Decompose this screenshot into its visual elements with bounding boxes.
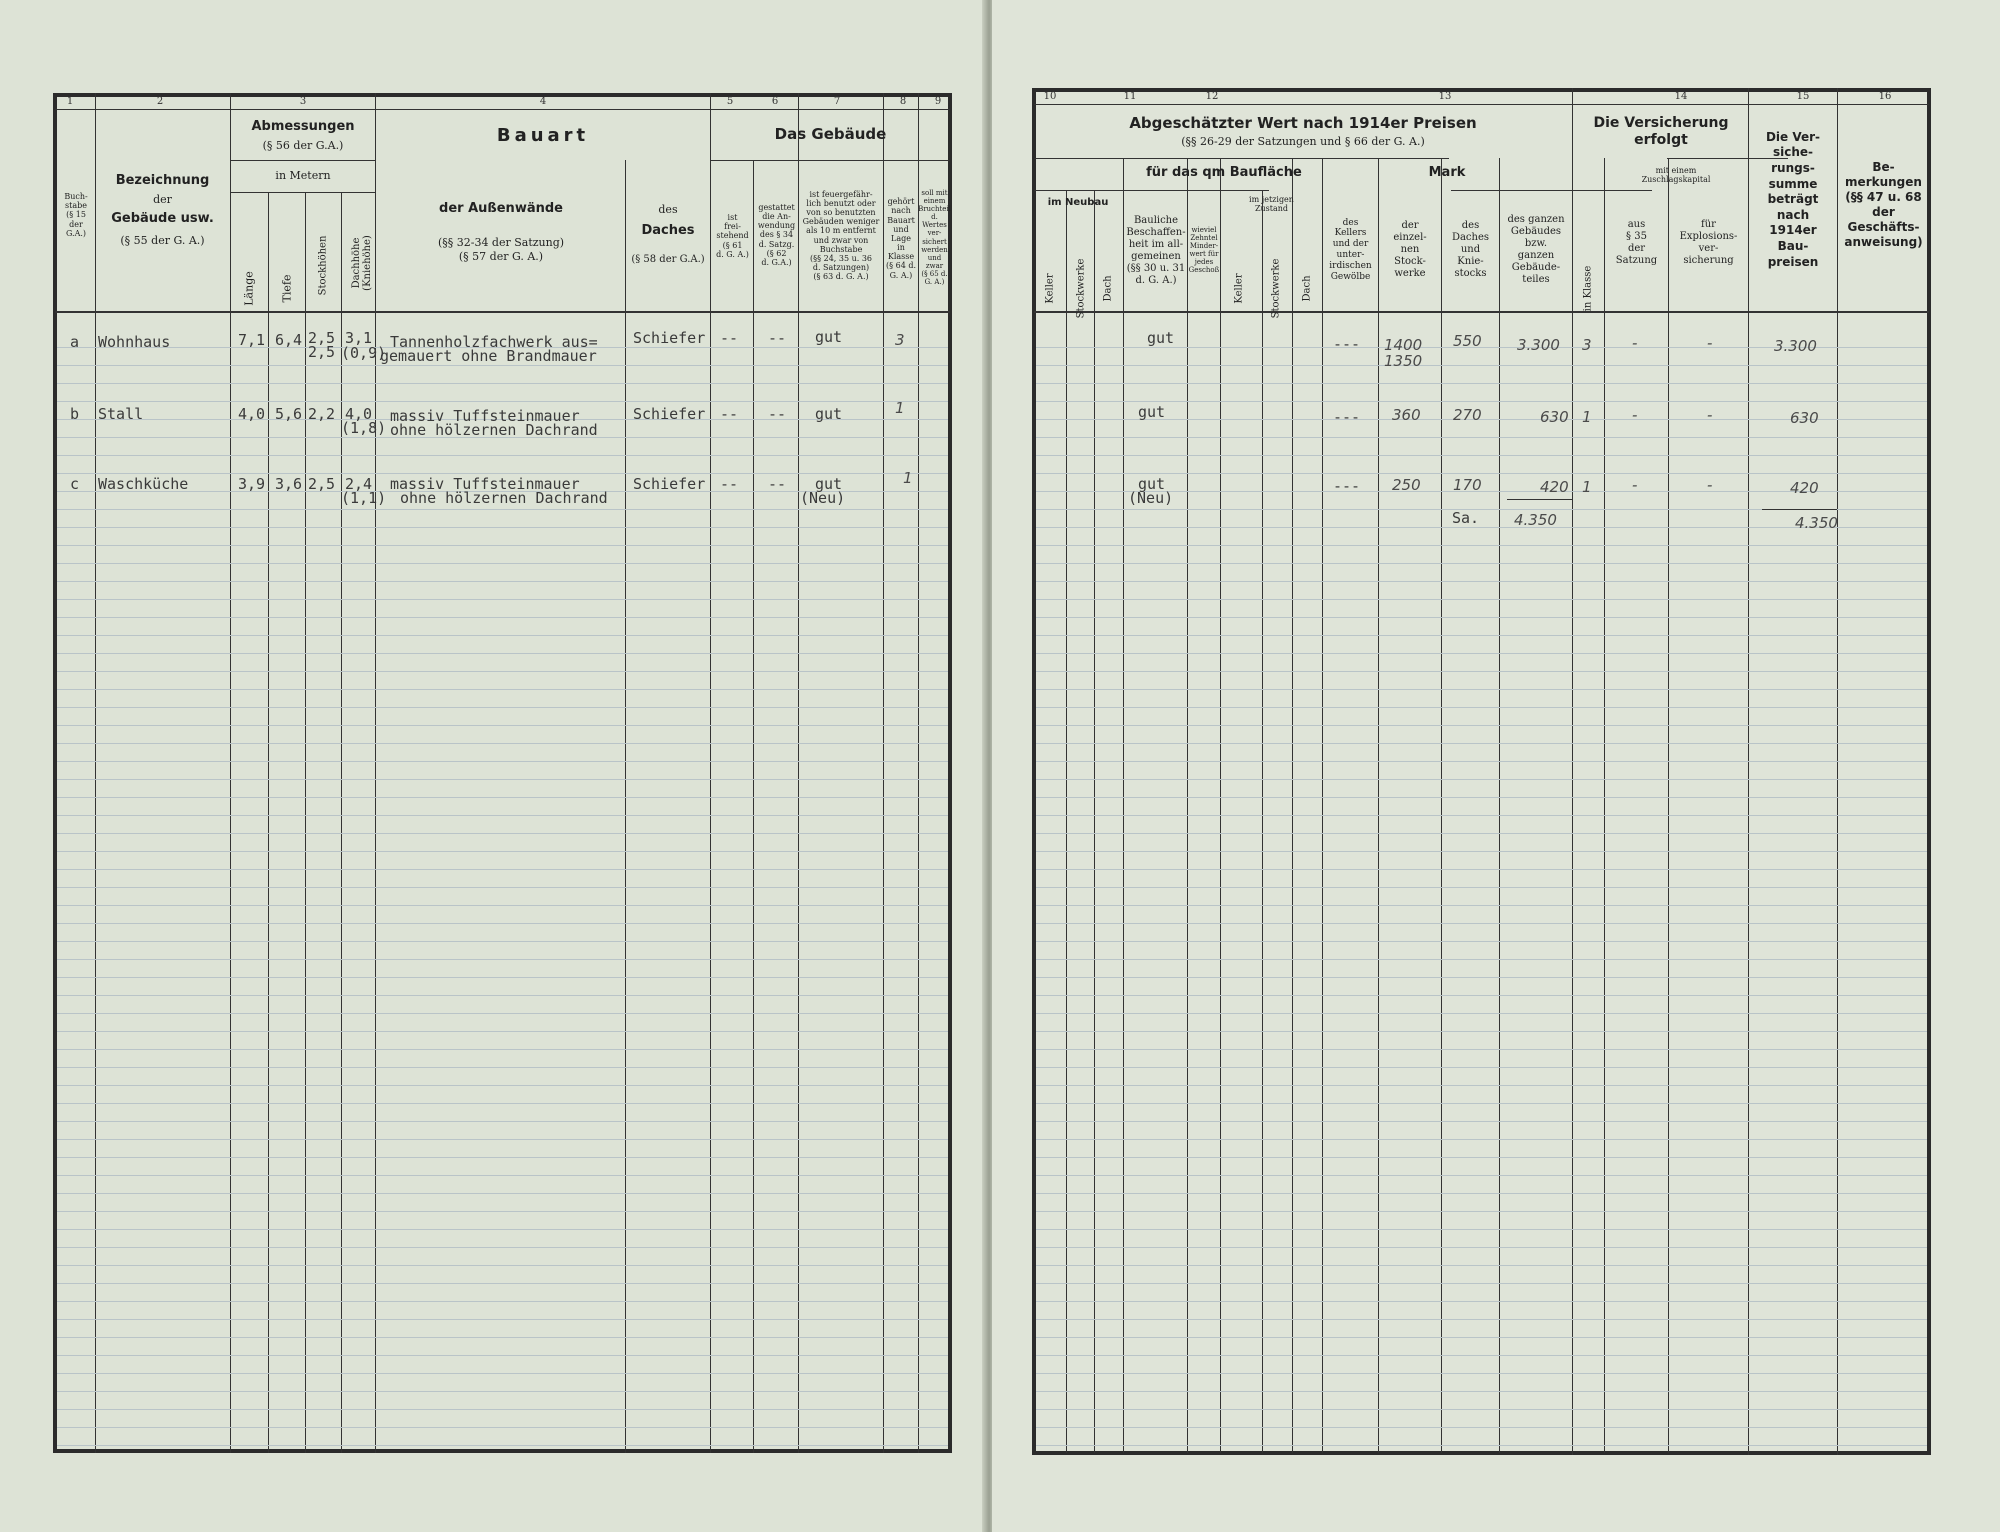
col-number: 7 bbox=[833, 96, 841, 107]
col-line bbox=[753, 160, 754, 1453]
header-daches-ref: (§ 58 der G.A.) bbox=[631, 253, 705, 265]
ruled-line bbox=[57, 1103, 948, 1104]
ruled-line bbox=[57, 815, 948, 816]
col-line bbox=[1499, 158, 1500, 1453]
cell-dachhoehe: 2,4 bbox=[345, 475, 373, 493]
col-line bbox=[1604, 158, 1605, 1453]
header-ganzen: des ganzen Gebäudes bzw. ganzen Gebäude- teiles bbox=[1507, 214, 1565, 285]
ruled-line bbox=[57, 1355, 948, 1356]
col-number-rule bbox=[55, 109, 950, 110]
ruled-line bbox=[57, 923, 948, 924]
col-line bbox=[1292, 158, 1293, 1453]
cell-tiefe: 6,4 bbox=[275, 331, 303, 349]
cell-tiefe: 3,6 bbox=[275, 475, 303, 493]
cell-stockhoehe: 2,2 bbox=[308, 405, 336, 423]
col-number: 14 bbox=[1674, 91, 1688, 102]
cell-stockwerke: 1400 bbox=[1384, 336, 1423, 354]
col-number: 13 bbox=[1438, 91, 1452, 102]
cell-zuschlag: - bbox=[1632, 334, 1638, 352]
header-zuschlag: mit einem Zuschlagskapital bbox=[1641, 165, 1711, 184]
ruled-line bbox=[57, 1427, 948, 1428]
ruled-line bbox=[1036, 995, 1927, 996]
ruled-line bbox=[1036, 581, 1927, 582]
cell-explosion: - bbox=[1707, 476, 1713, 494]
cell-zuschlag: - bbox=[1632, 476, 1638, 494]
ruled-line bbox=[57, 1301, 948, 1302]
total-label: Sa. bbox=[1452, 509, 1480, 527]
cell-kniehoehe: (1,8) bbox=[341, 419, 387, 437]
cell-beschaffenheit: gut bbox=[1138, 475, 1166, 493]
ruled-line bbox=[57, 1265, 948, 1266]
header-summe: Die Ver- siche- rungs- summe beträgt nach 1914er Bau- preisen bbox=[1765, 129, 1821, 269]
ruled-line bbox=[57, 1085, 948, 1086]
ruled-line bbox=[57, 1031, 948, 1032]
total-rule bbox=[1762, 509, 1837, 510]
ruled-line bbox=[1036, 527, 1927, 528]
ruled-line bbox=[1036, 1409, 1927, 1410]
total-summe: 4.350 bbox=[1795, 514, 1838, 532]
cell-kniehoehe: (0,9) bbox=[341, 344, 387, 362]
ruled-line bbox=[57, 941, 948, 942]
ruled-line bbox=[57, 1391, 948, 1392]
ruled-line bbox=[57, 851, 948, 852]
header-dach: Dach bbox=[1102, 275, 1114, 302]
ruled-line bbox=[57, 1337, 948, 1338]
ruled-line bbox=[57, 653, 948, 654]
ruled-line bbox=[57, 1211, 948, 1212]
ruled-line bbox=[1036, 563, 1927, 564]
cell-freistehend: -- bbox=[720, 405, 739, 423]
col-number: 3 bbox=[299, 96, 307, 107]
ruled-line bbox=[57, 743, 948, 744]
col-number: 16 bbox=[1878, 91, 1892, 102]
header-sub-rule bbox=[230, 160, 375, 161]
ruled-line bbox=[57, 995, 948, 996]
header-in-metern: in Metern bbox=[275, 169, 331, 183]
ruled-line bbox=[1036, 1211, 1927, 1212]
col-number: 10 bbox=[1043, 91, 1057, 102]
ruled-line bbox=[1036, 1373, 1927, 1374]
cell-tiefe: 5,6 bbox=[275, 405, 303, 423]
cell-keller: --- bbox=[1333, 408, 1361, 426]
ruled-line bbox=[1036, 1085, 1927, 1086]
ruled-line bbox=[1036, 725, 1927, 726]
ruled-line bbox=[1036, 383, 1927, 384]
ruled-line bbox=[57, 527, 948, 528]
cell-dach-wert: 550 bbox=[1453, 332, 1482, 350]
header-sub-rule bbox=[230, 192, 375, 193]
header-kellers: des Kellers und der unter- irdischen Gewölbe bbox=[1329, 217, 1372, 282]
header-bauliche: Bauliche Beschaffen- heit im all- gemeinen (§§ 30 u. 31 d. G. A.) bbox=[1126, 215, 1186, 286]
ruled-line bbox=[57, 1013, 948, 1014]
col-line bbox=[1837, 88, 1838, 1455]
header-sub-rule bbox=[1034, 190, 1264, 191]
cell-gestattet: -- bbox=[768, 405, 787, 423]
ruled-line bbox=[57, 1373, 948, 1374]
header-daches-des: des bbox=[658, 203, 678, 217]
col-line bbox=[1322, 158, 1323, 1453]
col-line bbox=[1668, 158, 1669, 1453]
ruled-line bbox=[57, 761, 948, 762]
cell-keller: --- bbox=[1333, 335, 1361, 353]
ruled-line bbox=[57, 617, 948, 618]
cell-beschaffenheit: gut bbox=[1147, 329, 1175, 347]
ruled-line bbox=[57, 797, 948, 798]
ruled-line bbox=[1036, 401, 1927, 402]
left-page bbox=[0, 0, 987, 1532]
cell-stockhoehe: 2,5 bbox=[308, 475, 336, 493]
right-page bbox=[992, 0, 2000, 1532]
col-line bbox=[1748, 88, 1749, 1455]
cell-laenge: 4,0 bbox=[238, 405, 266, 423]
ruled-line bbox=[57, 365, 948, 366]
header-stockwerke-jetzt: Stockwerke bbox=[1270, 258, 1282, 319]
header-sub-rule bbox=[710, 160, 950, 161]
col-number-rule bbox=[1034, 104, 1929, 105]
ruled-line bbox=[1036, 1301, 1927, 1302]
ruled-line bbox=[1036, 1175, 1927, 1176]
ruled-line bbox=[57, 599, 948, 600]
col-line bbox=[1187, 158, 1188, 1453]
header-versicherung: Die Versicherung erfolgt bbox=[1593, 114, 1729, 148]
ruled-line bbox=[57, 689, 948, 690]
ruled-line bbox=[1036, 941, 1927, 942]
ruled-line bbox=[1036, 1283, 1927, 1284]
header-einzelnen: der einzel- nen Stock- werke bbox=[1393, 220, 1427, 279]
header-buchstabe: Buch- stabe (§ 15 der G.A.) bbox=[64, 192, 88, 238]
cell-feuer: gut bbox=[815, 475, 843, 493]
ruled-line bbox=[57, 383, 948, 384]
cell-explosion: - bbox=[1707, 406, 1713, 424]
header-gestattet: gestattet die An- wendung des § 34 d. Satzg. (§ 62 d. G.A.) bbox=[757, 202, 796, 267]
col-line bbox=[95, 93, 96, 1453]
col-line bbox=[1572, 88, 1573, 1455]
ruled-line bbox=[57, 887, 948, 888]
cell-zuschlag: - bbox=[1632, 406, 1638, 424]
cell-aussenwand-2: ohne hölzernen Dachrand bbox=[390, 421, 598, 439]
header-abmessungen: Abmessungen bbox=[251, 118, 355, 134]
ruled-line bbox=[1036, 977, 1927, 978]
cell-dachhoehe: 3,1 bbox=[345, 329, 373, 347]
ruled-line bbox=[1036, 1427, 1927, 1428]
cell-dach-art: Schiefer bbox=[633, 475, 706, 493]
header-laenge: Länge bbox=[242, 271, 256, 306]
header-im-neubau: im Neubau bbox=[1047, 196, 1109, 208]
col-number: 5 bbox=[726, 96, 734, 107]
ruled-line bbox=[57, 833, 948, 834]
ruled-line bbox=[1036, 599, 1927, 600]
col-number: 2 bbox=[156, 96, 164, 107]
ruled-line bbox=[57, 563, 948, 564]
col-line bbox=[1378, 158, 1379, 1453]
header-zehntel: wieviel Zehntel Minder- wert für jedes Geschoß bbox=[1188, 225, 1220, 275]
ruled-line bbox=[1036, 1049, 1927, 1050]
cell-feuer: gut bbox=[815, 328, 843, 346]
ruled-line bbox=[1036, 365, 1927, 366]
cell-aussenwand: massiv Tuffsteinmauer bbox=[390, 475, 580, 493]
cell-aussenwand: massiv Tuffsteinmauer bbox=[390, 407, 580, 425]
cell-laenge: 3,9 bbox=[238, 475, 266, 493]
cell-dachhoehe: 4,0 bbox=[345, 405, 373, 423]
cell-gestattet: -- bbox=[768, 329, 787, 347]
ruled-line bbox=[1036, 1445, 1927, 1446]
header-freistehend: ist frei- stehend (§ 61 d. G. A.) bbox=[716, 213, 749, 259]
col-number: 12 bbox=[1205, 91, 1219, 102]
ruled-line bbox=[1036, 1319, 1927, 1320]
ruled-line bbox=[57, 545, 948, 546]
cell-dach-art: Schiefer bbox=[633, 405, 706, 423]
ruled-line bbox=[1036, 545, 1927, 546]
col-line bbox=[341, 192, 342, 1453]
cell-klasse: 1 bbox=[903, 469, 913, 487]
cell-aussenwand-2: ohne hölzernen Dachrand bbox=[400, 489, 608, 507]
cell-klasse: 3 bbox=[1582, 336, 1592, 354]
cell-laenge: 7,1 bbox=[238, 331, 266, 349]
cell-bezeichnung: Stall bbox=[98, 405, 144, 423]
ruled-line bbox=[1036, 671, 1927, 672]
ruled-line bbox=[57, 401, 948, 402]
cell-stockhoehe-2: 2,5 bbox=[308, 343, 336, 361]
ruled-line bbox=[1036, 617, 1927, 618]
header-aussenwaende-ref: (§§ 32-34 der Satzung) (§ 57 der G. A.) bbox=[437, 236, 565, 263]
ruled-line bbox=[1036, 815, 1927, 816]
cell-bezeichnung: Waschküche bbox=[98, 475, 189, 493]
cell-beschaffenheit: gut bbox=[1138, 403, 1166, 421]
header-aus-35: aus § 35 der Satzung bbox=[1615, 218, 1658, 266]
total-ganz: 4.350 bbox=[1514, 511, 1557, 529]
header-bezeichnung: Bezeichnung bbox=[115, 172, 210, 188]
ruled-line bbox=[57, 707, 948, 708]
ruled-line bbox=[57, 1409, 948, 1410]
header-wert: Abgeschätzter Wert nach 1914er Preisen bbox=[1129, 113, 1477, 132]
cell-freistehend: -- bbox=[720, 475, 739, 493]
header-in-klasse: in Klasse bbox=[1582, 265, 1594, 312]
cell-ganz: 630 bbox=[1540, 408, 1569, 426]
cell-buchstabe: b bbox=[70, 405, 80, 423]
header-sub-rule bbox=[1034, 158, 1449, 159]
cell-stockwerke: 250 bbox=[1392, 476, 1421, 494]
header-feuergefaehrlich: ist feuergefähr- lich benutzt oder von so benutzten Gebäuden weniger als 10 m entfernt und zwar von Buchstabe (§§ 24, 35 u. 36 d. Satzungen) (§ 63 d. G. A.) bbox=[802, 189, 880, 282]
col-line bbox=[305, 192, 306, 1453]
cell-keller: --- bbox=[1333, 477, 1361, 495]
ruled-line bbox=[57, 977, 948, 978]
ruled-line bbox=[1036, 635, 1927, 636]
ruled-line bbox=[1036, 869, 1927, 870]
ruled-line bbox=[1036, 1103, 1927, 1104]
cell-stockwerke-2: 1350 bbox=[1384, 352, 1423, 370]
ruled-line bbox=[57, 869, 948, 870]
header-bottom-rule bbox=[1034, 311, 1929, 313]
header-sub-rule bbox=[1451, 190, 1652, 191]
col-line bbox=[1123, 158, 1124, 1453]
col-line bbox=[268, 192, 269, 1453]
header-explosion: für Explosions- ver- sicherung bbox=[1679, 218, 1738, 266]
header-dach-jetzt: Dach bbox=[1301, 275, 1313, 302]
header-bauart: Bauart bbox=[496, 124, 590, 146]
ruled-line bbox=[1036, 455, 1927, 456]
ruled-line bbox=[1036, 707, 1927, 708]
ruled-line bbox=[57, 725, 948, 726]
ruled-line bbox=[1036, 689, 1927, 690]
ruled-line bbox=[57, 473, 948, 474]
ruled-line bbox=[57, 1193, 948, 1194]
header-gehoert: gehört nach Bauart und Lage in Klasse (§ 64 d. G. A.) bbox=[885, 197, 917, 280]
cell-dach-wert: 170 bbox=[1453, 476, 1482, 494]
col-line bbox=[710, 93, 711, 1453]
cell-aussenwand: Tannenholzfachwerk aus= bbox=[390, 333, 598, 351]
ruled-line bbox=[57, 671, 948, 672]
cell-klasse: 1 bbox=[895, 399, 905, 417]
col-line bbox=[230, 93, 231, 1453]
cell-kniehoehe: (1,1) bbox=[341, 489, 387, 507]
cell-dach-wert: 270 bbox=[1453, 406, 1482, 424]
ruled-line bbox=[1036, 923, 1927, 924]
cell-buchstabe: c bbox=[70, 475, 80, 493]
cell-dach-art: Schiefer bbox=[633, 329, 706, 347]
cell-ganz: 420 bbox=[1540, 478, 1569, 496]
header-stockhoehen: Stockhöhen bbox=[317, 235, 329, 296]
ruled-line bbox=[57, 1067, 948, 1068]
header-das-gebaeude: Das Gebäude bbox=[774, 124, 887, 143]
header-aussenwaende: der Außenwände bbox=[439, 200, 563, 216]
header-mark: Mark bbox=[1428, 164, 1466, 180]
ruled-line bbox=[1036, 1031, 1927, 1032]
cell-bezeichnung: Wohnhaus bbox=[98, 333, 171, 351]
header-wert-ref: (§§ 26-29 der Satzungen und § 66 der G. A.) bbox=[1181, 135, 1425, 149]
header-sub-rule bbox=[1264, 190, 1269, 191]
ruled-line bbox=[1036, 1337, 1927, 1338]
ruled-line bbox=[1036, 1391, 1927, 1392]
ruled-line bbox=[57, 1049, 948, 1050]
ruled-line bbox=[1036, 653, 1927, 654]
cell-freistehend: -- bbox=[720, 329, 739, 347]
col-number: 9 bbox=[934, 96, 942, 107]
cell-klasse: 1 bbox=[1582, 408, 1592, 426]
cell-summe: 420 bbox=[1790, 479, 1819, 497]
col-number: 11 bbox=[1123, 91, 1137, 102]
col-number: 6 bbox=[771, 96, 779, 107]
header-keller-jetzt: Keller bbox=[1233, 273, 1245, 304]
cell-stockhoehe: 2,5 bbox=[308, 329, 336, 347]
ruled-line bbox=[1036, 1157, 1927, 1158]
ruled-line bbox=[57, 905, 948, 906]
cell-explosion: - bbox=[1707, 334, 1713, 352]
header-kniestocks: des Daches und Knie- stocks bbox=[1451, 220, 1490, 279]
ruled-line bbox=[1036, 905, 1927, 906]
ruled-line bbox=[57, 1283, 948, 1284]
col-number: 15 bbox=[1796, 91, 1810, 102]
col-line bbox=[375, 93, 376, 1453]
ruled-line bbox=[1036, 761, 1927, 762]
ruled-line bbox=[57, 1247, 948, 1248]
ruled-line bbox=[1036, 959, 1927, 960]
ruled-line bbox=[1036, 743, 1927, 744]
ruled-line bbox=[1036, 1265, 1927, 1266]
ruled-line bbox=[57, 509, 948, 510]
header-tiefe: Tiefe bbox=[280, 274, 294, 303]
ruled-line bbox=[57, 1229, 948, 1230]
col-number: 1 bbox=[66, 96, 74, 107]
col-line bbox=[1441, 158, 1442, 1453]
ruled-line bbox=[1036, 833, 1927, 834]
cell-beschaffenheit-2: (Neu) bbox=[1128, 489, 1174, 507]
col-line bbox=[625, 160, 626, 1453]
ruled-line bbox=[1036, 1139, 1927, 1140]
ruled-line bbox=[57, 779, 948, 780]
col-number: 4 bbox=[539, 96, 547, 107]
header-bemerkungen: Be- merkungen (§§ 47 u. 68 der Geschäfts- anweisung) bbox=[1844, 160, 1923, 249]
ruled-line bbox=[1036, 1121, 1927, 1122]
ruled-line bbox=[1036, 473, 1927, 474]
ruled-line bbox=[57, 1175, 948, 1176]
header-daches: Daches bbox=[641, 222, 695, 238]
ruled-line bbox=[57, 455, 948, 456]
cell-aussenwand-2: gemauert ohne Brandmauer bbox=[380, 347, 597, 365]
ruled-line bbox=[1036, 1013, 1927, 1014]
ruled-line bbox=[57, 1319, 948, 1320]
ruled-line bbox=[1036, 1355, 1927, 1356]
col-line bbox=[1066, 190, 1067, 1453]
header-abmessungen-ref: (§ 56 der G.A.) bbox=[262, 139, 344, 153]
cell-feuer-2: (Neu) bbox=[800, 489, 846, 507]
ruled-line bbox=[57, 1139, 948, 1140]
ruled-line bbox=[57, 1157, 948, 1158]
col-number: 8 bbox=[899, 96, 907, 107]
col-line bbox=[918, 93, 919, 1453]
header-keller: Keller bbox=[1044, 273, 1056, 304]
cell-klasse: 1 bbox=[1582, 478, 1592, 496]
ruled-line bbox=[1036, 1247, 1927, 1248]
ruled-line bbox=[1036, 887, 1927, 888]
header-stockwerke: Stockwerke bbox=[1075, 258, 1087, 319]
header-bezeichnung-der: der bbox=[153, 193, 172, 207]
header-qm: für das qm Baufläche bbox=[1146, 164, 1302, 180]
ruled-line bbox=[1036, 437, 1927, 438]
col-line bbox=[1220, 158, 1221, 1453]
cell-buchstabe: a bbox=[70, 333, 80, 351]
cell-feuer: gut bbox=[815, 405, 843, 423]
header-bottom-rule bbox=[55, 311, 950, 313]
ruled-line bbox=[57, 959, 948, 960]
ruled-line bbox=[1036, 851, 1927, 852]
ruled-line bbox=[57, 581, 948, 582]
col-line bbox=[1262, 190, 1263, 1453]
ruled-line bbox=[1036, 1067, 1927, 1068]
ruled-line bbox=[1036, 797, 1927, 798]
cell-stockwerke: 360 bbox=[1392, 406, 1421, 424]
cell-ganz: 3.300 bbox=[1517, 336, 1560, 354]
ruled-line bbox=[57, 635, 948, 636]
col-line bbox=[1094, 190, 1095, 1453]
ruled-line bbox=[1036, 1229, 1927, 1230]
ruled-line bbox=[57, 1121, 948, 1122]
cell-klasse: 3 bbox=[895, 331, 905, 349]
cell-summe: 630 bbox=[1790, 409, 1819, 427]
ruled-line bbox=[57, 1445, 948, 1446]
header-jetzigen: im jetzigen Zustand bbox=[1249, 194, 1294, 213]
header-gebaeude-usw: Gebäude usw. bbox=[111, 210, 214, 226]
total-rule bbox=[1507, 499, 1572, 500]
ruled-line bbox=[1036, 779, 1927, 780]
cell-summe: 3.300 bbox=[1774, 337, 1817, 355]
ruled-line bbox=[1036, 1193, 1927, 1194]
header-bezeichnung-ref: (§ 55 der G. A.) bbox=[120, 234, 205, 248]
header-bruchteil: soll mit einem Bruchteil d. Wertes ver- sichert werden und zwar (§ 65 d. G. A.) bbox=[918, 189, 951, 286]
header-dachhoehe: Dachhöhe (Kniehöhe) bbox=[351, 235, 373, 291]
cell-gestattet: -- bbox=[768, 475, 787, 493]
